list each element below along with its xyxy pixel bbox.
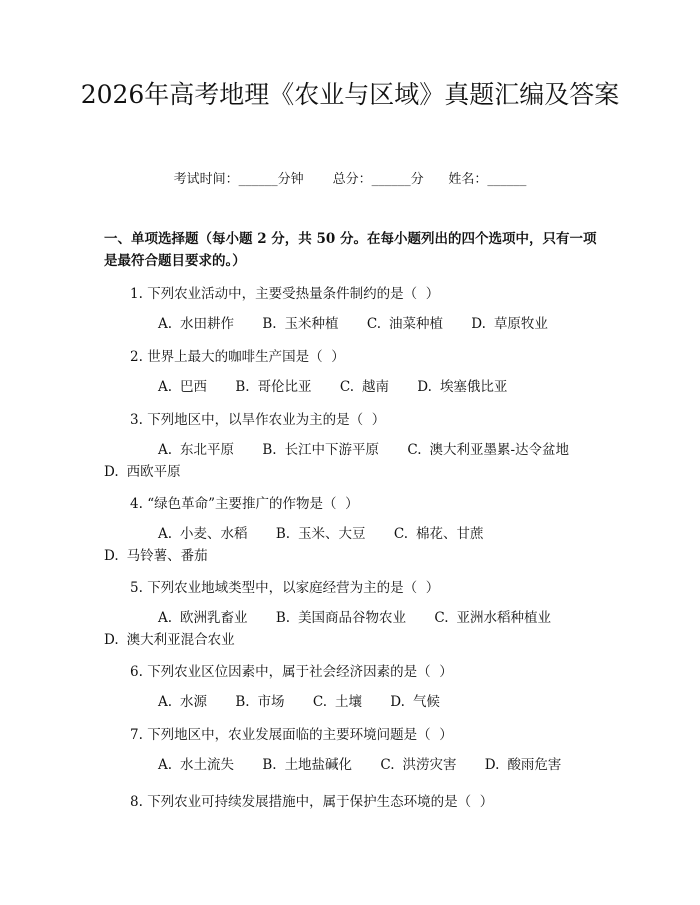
option-text: 亚洲水稻种植业 (456, 610, 551, 626)
score-blank: ______ (371, 172, 411, 187)
option-d[interactable] (417, 379, 507, 395)
option-c[interactable] (367, 316, 443, 332)
option-c[interactable] (313, 694, 362, 710)
option-letter: B. (262, 316, 277, 332)
option-a[interactable] (158, 379, 207, 395)
option-text: 酸雨危害 (507, 757, 562, 773)
question-stem (130, 345, 345, 365)
option-list (104, 607, 602, 651)
option-d[interactable] (390, 694, 440, 710)
option-text: 西欧平原 (126, 464, 181, 480)
question-text: 世界上最大的咖啡生产国是（ ） (147, 349, 345, 365)
option-letter: D. (104, 632, 119, 648)
question-number: 2. (130, 349, 143, 365)
option-text: 美国商品谷物农业 (298, 610, 407, 626)
option-text: 气候 (412, 694, 440, 710)
option-text: 东北平原 (180, 442, 235, 458)
option-d[interactable] (471, 316, 548, 332)
option-list (104, 523, 602, 567)
option-text: 玉米、大豆 (298, 526, 366, 542)
question-number: 1. (130, 286, 143, 302)
option-text: 埃塞俄比亚 (439, 379, 508, 395)
option-a[interactable] (158, 526, 248, 542)
option-d[interactable] (104, 464, 181, 480)
option-letter: C. (380, 757, 395, 773)
option-text: 市场 (257, 694, 285, 710)
option-d[interactable] (485, 757, 562, 773)
option-a[interactable] (158, 316, 234, 332)
option-text: 长江中下游平原 (284, 442, 380, 458)
exam-info-line (0, 168, 700, 187)
question-number: 8. (130, 794, 143, 810)
exam-title: 2026年高考地理《农业与区域》真题汇编及答案 (80, 80, 620, 109)
option-letter: C. (393, 526, 408, 542)
option-a[interactable] (158, 694, 207, 710)
exam-time-unit: 分钟 (277, 172, 304, 187)
option-letter: A. (158, 442, 173, 458)
option-text: 土地盐碱化 (284, 757, 353, 773)
option-letter: D. (417, 379, 432, 395)
question-stem (130, 408, 385, 428)
question-text: 下列地区中，农业发展面临的主要环境问题是（ ） (147, 727, 453, 743)
option-text: 澳大利亚混合农业 (126, 632, 235, 648)
option-b[interactable] (262, 442, 379, 458)
option-text: 越南 (362, 379, 389, 395)
question-text: 下列农业活动中，主要受热量条件制约的是（ ） (147, 286, 440, 302)
option-letter: A. (158, 757, 173, 773)
option-c[interactable] (380, 757, 456, 773)
option-c[interactable] (394, 526, 484, 542)
option-letter: A. (158, 610, 173, 626)
option-letter: D. (484, 757, 500, 773)
question-number: 6. (130, 664, 143, 680)
question-stem (130, 660, 453, 680)
option-text: 澳大利亚墨累-达令盆地 (429, 442, 570, 458)
question-text: 下列农业区位因素中，属于社会经济因素的是（ ） (147, 664, 453, 680)
option-text: 土壤 (335, 694, 362, 710)
option-text: 洪涝灾害 (402, 757, 457, 773)
option-letter: C. (366, 316, 381, 332)
option-text: 欧洲乳畜业 (180, 610, 248, 626)
question-text: 下列农业可持续发展措施中，属于保护生态环境的是（ ） (147, 794, 494, 810)
option-letter: A. (158, 316, 173, 332)
option-c[interactable] (340, 379, 389, 395)
option-text: 马铃薯、番茄 (126, 548, 208, 564)
option-b[interactable] (235, 379, 311, 395)
option-letter: A. (158, 379, 173, 395)
question-stem (130, 723, 453, 743)
name-label: 姓名： (448, 172, 488, 187)
option-letter: B. (275, 526, 291, 542)
option-text: 油菜种植 (389, 316, 443, 332)
option-list (104, 313, 602, 335)
option-letter: C. (339, 379, 354, 395)
option-list (104, 754, 602, 776)
question-stem (130, 492, 359, 512)
option-c[interactable] (407, 442, 569, 458)
option-letter: B. (275, 610, 291, 626)
option-letter: B. (262, 442, 277, 458)
question-stem (130, 790, 493, 810)
option-b[interactable] (262, 757, 352, 773)
option-list (104, 376, 602, 398)
option-letter: C. (434, 610, 449, 626)
option-text: 水田耕作 (180, 316, 235, 332)
option-d[interactable] (104, 548, 208, 564)
question-number: 3. (130, 412, 143, 428)
score-label: 总分： (332, 172, 372, 187)
option-text: 草原牧业 (493, 316, 548, 332)
option-a[interactable] (158, 442, 234, 458)
option-text: 小麦、水稻 (180, 526, 248, 542)
option-b[interactable] (235, 694, 284, 710)
option-a[interactable] (158, 757, 234, 773)
question-stem (130, 576, 439, 596)
question-text: “绿色革命”主要推广的作物是（ ） (147, 496, 359, 512)
question-stem (130, 282, 439, 302)
option-c[interactable] (434, 610, 551, 626)
option-letter: C. (312, 694, 327, 710)
option-letter: D. (104, 548, 119, 564)
option-a[interactable] (158, 610, 248, 626)
question-number: 7. (130, 727, 143, 743)
question-number: 5. (130, 580, 143, 596)
option-text: 玉米种植 (284, 316, 339, 332)
option-letter: C. (407, 442, 422, 458)
option-letter: A. (158, 526, 173, 542)
question-number: 4. (130, 496, 143, 512)
option-d[interactable] (104, 632, 235, 648)
option-list (104, 439, 602, 483)
option-letter: D. (104, 464, 119, 480)
question-text: 下列地区中，以旱作农业为主的是（ ） (147, 412, 386, 428)
option-text: 哥伦比亚 (257, 379, 312, 395)
option-letter: D. (471, 316, 486, 332)
option-letter: D. (390, 694, 405, 710)
option-b[interactable] (276, 610, 406, 626)
option-letter: B. (235, 379, 250, 395)
option-text: 水源 (180, 694, 208, 710)
option-letter: B. (262, 757, 277, 773)
name-blank: ______ (487, 172, 527, 187)
option-letter: B. (235, 694, 250, 710)
option-b[interactable] (262, 316, 338, 332)
exam-time-label: 考试时间： (173, 172, 239, 187)
option-list (104, 691, 602, 713)
exam-time-blank: ______ (238, 172, 278, 187)
option-text: 棉花、甘蔗 (416, 526, 484, 542)
section-heading: 一、单项选择题（每小题 2 分，共 50 分。在每小题列出的四个选项中，只有一项是最符合题目要求的。） (104, 231, 597, 269)
option-text: 巴西 (180, 379, 208, 395)
option-b[interactable] (276, 526, 366, 542)
question-text: 下列农业地域类型中，以家庭经营为主的是（ ） (147, 580, 440, 596)
option-letter: A. (158, 694, 173, 710)
score-unit: 分 (410, 172, 424, 187)
option-text: 水土流失 (180, 757, 235, 773)
